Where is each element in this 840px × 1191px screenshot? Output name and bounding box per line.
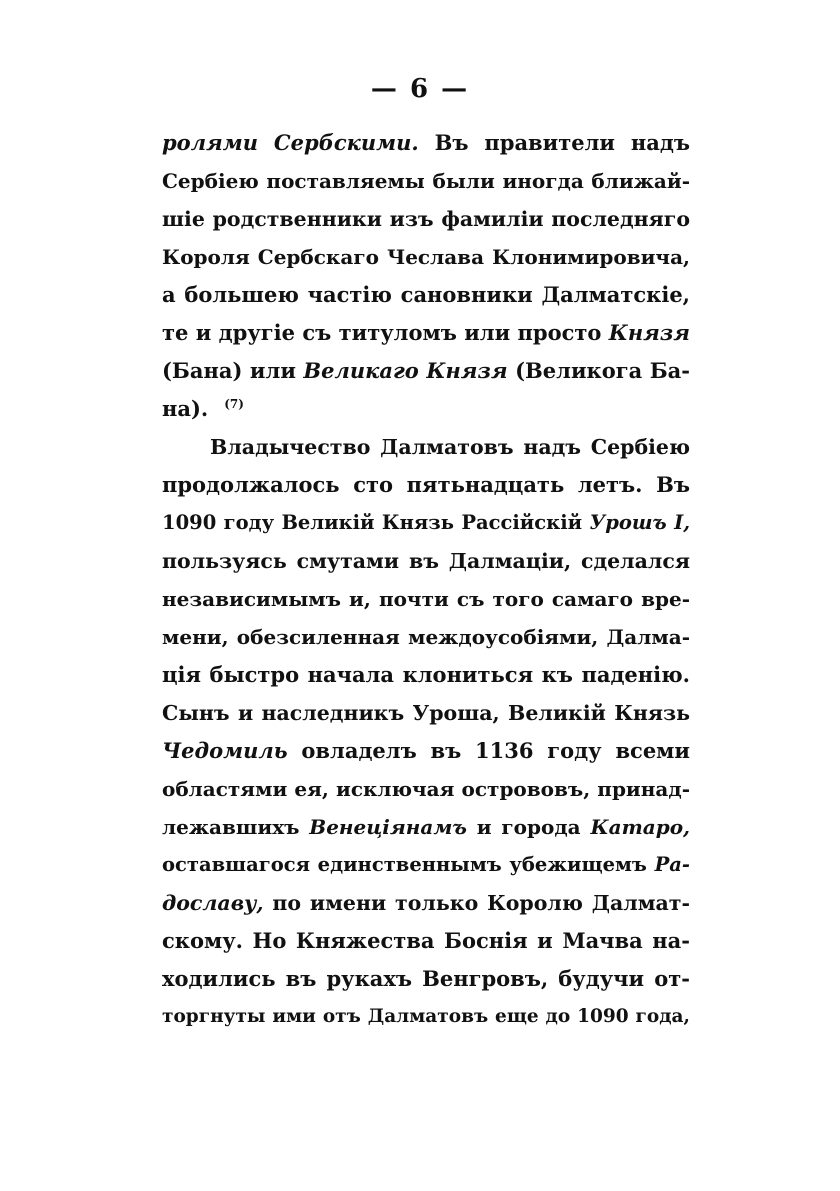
text-line — [162, 808, 690, 846]
text-line: областями ея, исключая острововъ, принад- — [162, 777, 690, 801]
footnote-mark: (7) — [224, 397, 244, 411]
text-line — [162, 846, 690, 884]
line-text: и города — [466, 815, 591, 839]
italic-phrase: Катаро, — [590, 815, 690, 839]
text-line: Сербіею поставляемы были иногда ближай- — [162, 169, 690, 193]
text-line: ходились въ рукахъ Венгровъ, будучи от- — [162, 966, 690, 991]
text-line: мени, обезсиленная междоусобіями, Далма- — [162, 625, 690, 649]
italic-phrase: Ра- — [654, 853, 690, 876]
text-line: продолжалось сто пятьнадцать летъ. Въ — [162, 472, 690, 497]
italic-phrase: Чедомиль — [162, 738, 288, 763]
text-line: Владычество Далматовъ надъ Сербіею — [210, 435, 690, 459]
page-number: — 6 — — [370, 74, 470, 104]
text-line: пользуясь смутами въ Далмаціи, сделался — [162, 549, 690, 573]
text-line — [162, 884, 690, 922]
italic-phrase: Великаго Князя — [303, 358, 508, 383]
text-line: скому. Но Княжества Боснія и Мачва на- — [162, 928, 690, 953]
text-line: ція быстро начала клониться къ паденію. — [162, 662, 690, 687]
line-text: 1090 году Великій Князь Рассійскій — [162, 511, 590, 534]
line-text: (Великога Ба- — [507, 358, 690, 383]
text-line: Короля Сербскаго Чеслава Клонимировича, — [162, 245, 690, 269]
text-line: торгнуты ими отъ Далматовъ еще до 1090 года, — [162, 1006, 690, 1027]
body-text — [162, 124, 690, 1036]
line-text: овладелъ въ 1136 году всеми — [287, 738, 690, 763]
text-line — [162, 352, 690, 390]
line-text: по имени только Королю Далмат- — [263, 891, 690, 915]
italic-phrase: Князя — [608, 320, 690, 345]
text-line — [162, 504, 690, 542]
line-text: Въ правители надъ — [418, 130, 690, 155]
italic-phrase: Венеціянамъ — [309, 815, 467, 839]
line-text: оставшагося единственнымъ убежищемъ — [162, 853, 655, 876]
text-line — [162, 314, 690, 352]
text-line: а большею частію сановники Далматскіе, — [162, 282, 690, 307]
italic-phrase: дославу, — [162, 891, 264, 915]
text-line: шіе родственники изъ фамиліи последняго — [162, 207, 690, 231]
italic-phrase: Урошъ I, — [589, 511, 690, 534]
line-text: те и другіе съ титуломъ или просто — [162, 320, 609, 345]
line-text: на). — [162, 396, 209, 421]
text-line — [162, 124, 690, 162]
line-text: (Бана) или — [162, 358, 304, 383]
line-text: лежавшихъ — [162, 815, 310, 839]
text-line — [162, 390, 690, 428]
italic-phrase: ролями Сербскими. — [162, 130, 419, 155]
text-line — [162, 732, 690, 770]
text-line: Сынъ и наследникъ Уроша, Великій Князь — [162, 701, 690, 725]
text-line: независимымъ и, почти съ того самаго вре- — [162, 587, 690, 611]
